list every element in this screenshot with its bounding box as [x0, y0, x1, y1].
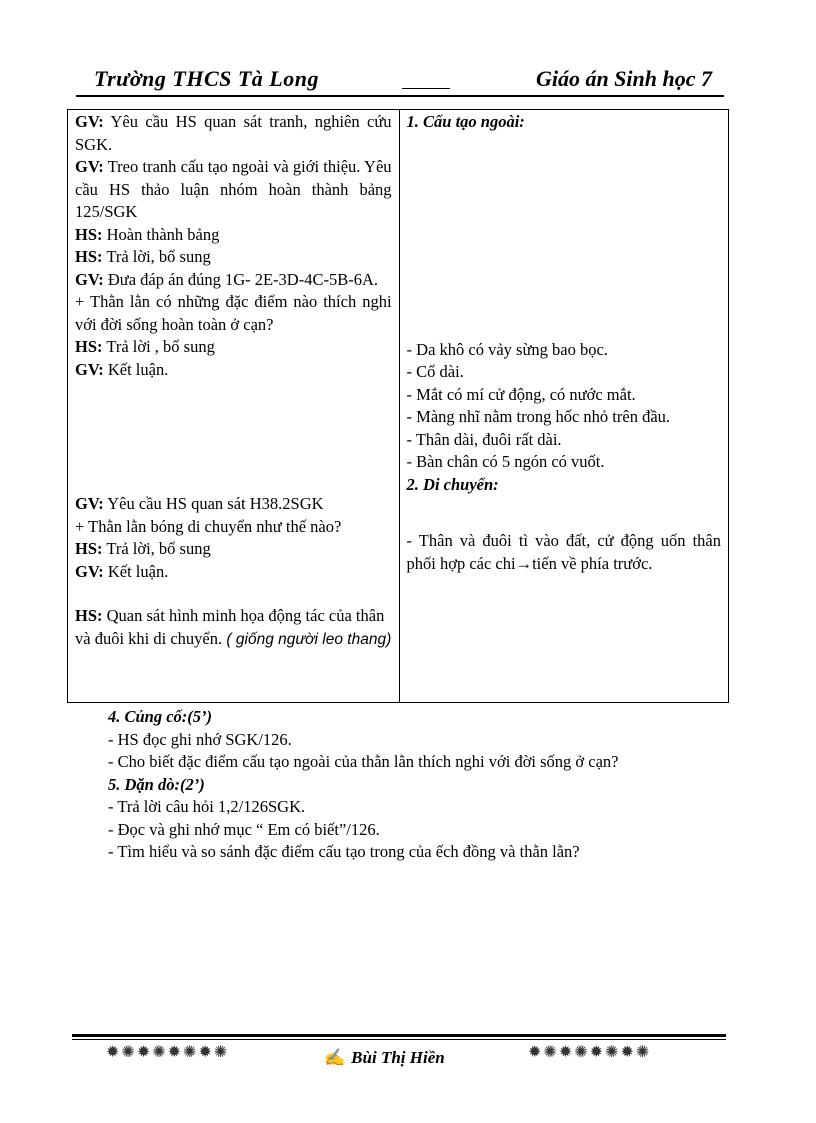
- closing-item: - Đọc và ghi nhớ mục “ Em có biết”/126.: [108, 819, 380, 839]
- teacher-student-activities: [68, 110, 400, 703]
- section-heading: 4. Củng cố:(5’): [108, 707, 213, 726]
- section-heading: 5. Dặn dò:(2’): [108, 774, 205, 794]
- activity-line: + Thằn lằn có những đặc điểm nào thích nghi với đời sống hoàn toàn ở cạn?: [75, 292, 392, 334]
- closing-item: - Tìm hiểu và so sánh đặc điểm cấu tạo trong của ếch đồng và thằn lằn?: [108, 842, 580, 861]
- activity-line: HS: Trả lời, bổ sung: [75, 539, 211, 558]
- footer-rule: [72, 1039, 726, 1040]
- activity-line: + Thằn lằn bóng di chuyển như thế nào?: [75, 516, 342, 536]
- author-signature: ✍ Bùi Thị Hiền: [324, 1048, 445, 1067]
- lesson-table: [67, 109, 729, 703]
- closing-item: - Trả lời câu hỏi 1,2/126SGK.: [108, 797, 306, 816]
- header-rule: [76, 95, 724, 97]
- content-item: - Bàn chân có 5 ngón có vuốt.: [406, 452, 605, 471]
- header-blank-line: [402, 88, 450, 89]
- content-item: - Màng nhĩ nằm trong hốc nhỏ trên đầu.: [406, 407, 671, 426]
- lesson-content: [399, 110, 728, 703]
- spacer: [407, 496, 721, 530]
- page-header: [76, 62, 724, 96]
- section-heading: 2. Di chuyển:: [406, 474, 499, 494]
- activity-line: HS: Trả lời, bổ sung: [75, 247, 211, 266]
- activity-line: GV: Kết luận.: [75, 561, 169, 581]
- closing-item: - HS đọc ghi nhớ SGK/126.: [108, 729, 292, 749]
- content-item: - Da khô có vảy sừng bao bọc.: [406, 339, 608, 359]
- school-name: Trường THCS Tà Long: [94, 66, 319, 91]
- activity-line: GV: Yêu cầu HS quan sát tranh, nghiên cứu SGK.: [75, 112, 392, 154]
- activity-line: GV: Đưa đáp án đúng 1G- 2E-3D-4C-5B-6A.: [75, 269, 378, 289]
- subject-title: Giáo án Sinh học 7: [535, 66, 712, 91]
- content-item: - Cổ dài.: [406, 362, 464, 381]
- lesson-closing: [108, 706, 728, 864]
- spacer: [75, 583, 392, 605]
- activity-line: GV: Kết luận.: [75, 359, 169, 379]
- activity-line: GV: Yêu cầu HS quan sát H38.2SGK: [75, 494, 324, 513]
- footer-rule: [72, 1034, 726, 1037]
- activity-line: GV: Treo tranh cấu tạo ngoài và giới thiệu. Yêu cầu HS thảo luận nhóm hoàn thành bảng 125/SGK: [75, 157, 392, 221]
- content-item: - Thân dài, đuôi rất dài.: [406, 429, 562, 449]
- closing-item: - Cho biết đặc điểm cấu tạo ngoài của thằn lằn thích nghi với đời sống ở cạn?: [108, 752, 619, 771]
- activity-line: HS: Quan sát hình minh họa động tác của thân và đuôi khi di chuyển. ( giống người leo thang): [75, 606, 392, 648]
- activity-line: HS: Trả lời , bổ sung: [75, 337, 215, 356]
- spacer: [407, 134, 721, 339]
- content-item: - Mắt có mí cử động, có nước mắt.: [406, 384, 636, 404]
- content-item: - Thân và đuôi tì vào đất, cử động uốn thân phối hợp các chi→tiến về phía trước.: [406, 531, 721, 573]
- pen-icon: ✍: [324, 1048, 346, 1067]
- activity-line: HS: Hoàn thành bảng: [75, 224, 220, 244]
- flower-icon: ✹✺✹✺✹✺✹✺: [106, 1044, 230, 1061]
- lesson-row: [68, 110, 729, 703]
- section-heading: 1. Cấu tạo ngoài:: [406, 112, 525, 131]
- spacer: [75, 381, 392, 493]
- page-footer: [72, 1034, 726, 1084]
- flower-icon: ✹✺✹✺✹✺✹✺: [528, 1044, 652, 1061]
